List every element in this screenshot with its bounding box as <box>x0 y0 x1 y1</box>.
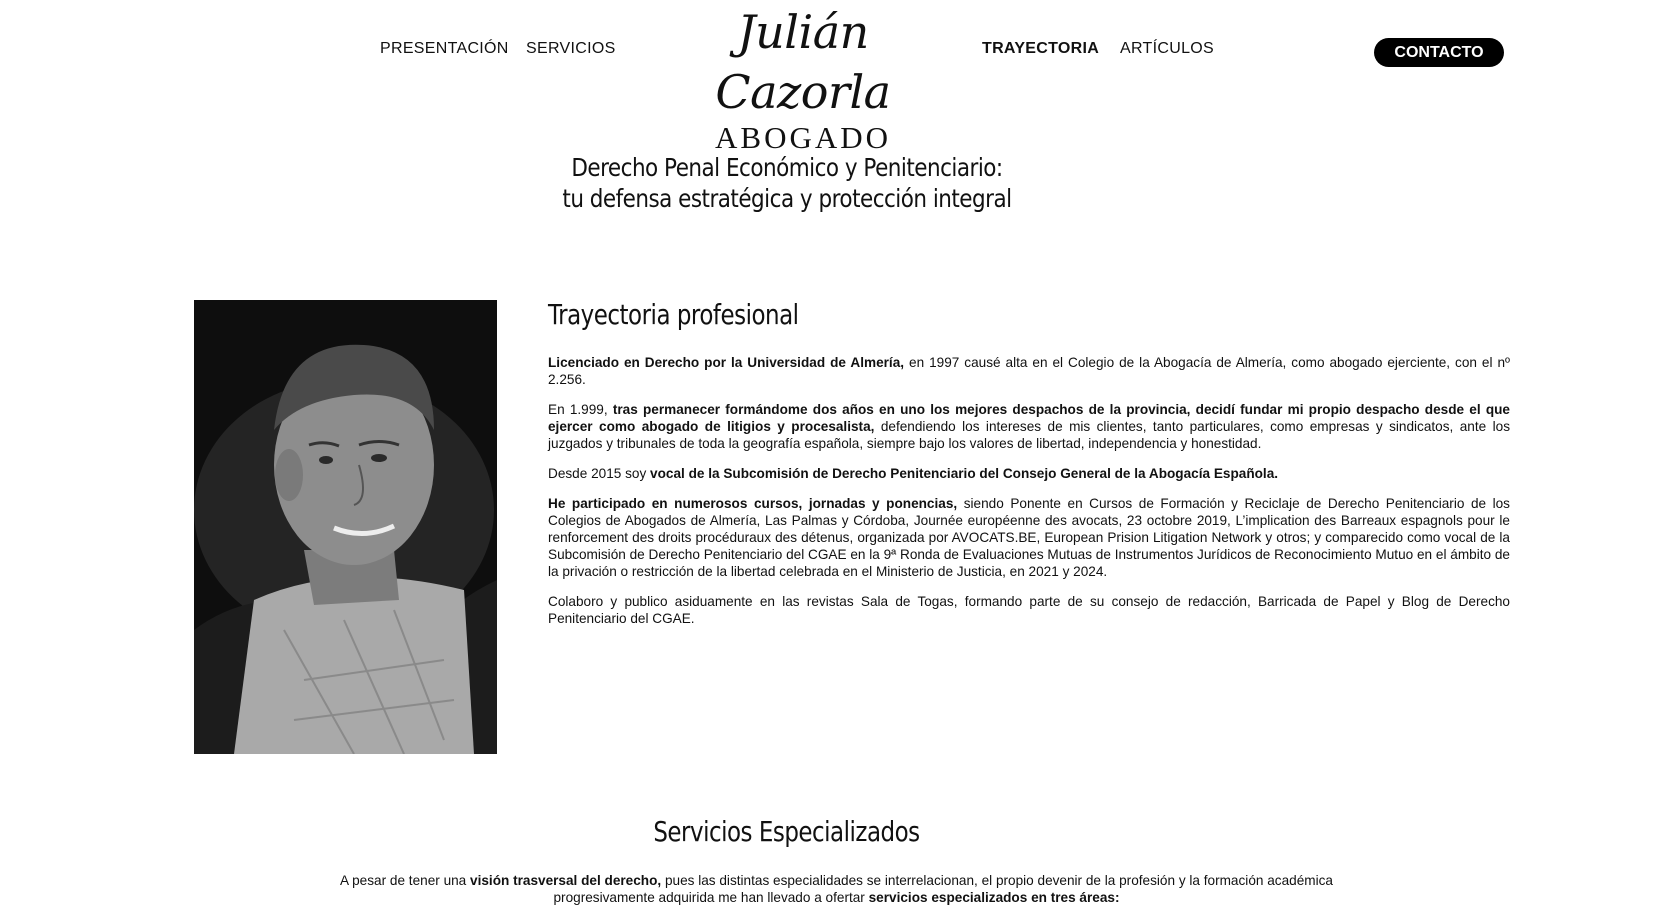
bio-paragraph-3 <box>548 465 1510 482</box>
bio-paragraph-1 <box>548 354 1510 388</box>
logo-subtitle: ABOGADO <box>715 120 891 155</box>
bio-p2-bold: tras permanecer formándome dos años en uno los mejores despachos de la provincia, decidí fundar mi propio despacho desde el que ejercer como abogado de litigios y procesalista, <box>548 402 1510 434</box>
portrait-photo <box>194 300 497 754</box>
servicios-intro-bold-2: servicios especializados en tres áreas: <box>868 890 1120 905</box>
servicios-title: Servicios Especializados <box>653 815 920 848</box>
bio-paragraph-2 <box>548 401 1510 452</box>
bio-p1-text: en 1997 causé alta en el Colegio de la Abogacía de Almería, como abogado ejerciente, con el nº 2.256. <box>548 355 1510 387</box>
bio-paragraph-4 <box>548 495 1510 580</box>
logo-name: Julián Cazorla <box>715 5 891 119</box>
hero-title <box>454 152 1120 214</box>
nav-servicios[interactable]: SERVICIOS <box>526 40 616 57</box>
nav-trayectoria[interactable]: TRAYECTORIA <box>982 40 1100 57</box>
trayectoria-text <box>548 354 1510 640</box>
nav-articulos[interactable]: ARTÍCULOS <box>1120 40 1214 57</box>
nav-presentacion[interactable]: PRESENTACIÓN <box>380 40 509 57</box>
hero-line-2: tu defensa estratégica y protección integral <box>562 184 1012 213</box>
bio-p1-bold: Licenciado en Derecho por la Universidad de Almería, <box>548 355 905 370</box>
trayectoria-title: Trayectoria profesional <box>548 298 799 331</box>
contact-button[interactable]: CONTACTO <box>1374 38 1504 67</box>
bio-p3-pre: Desde 2015 soy <box>548 466 651 481</box>
bio-p2-text: defendiendo los intereses de mis clientes, tanto particulares, como empresas y sindicatos, ante los juzgados y tribunales de toda la geografía española, siempre bajo los valores de libertad, independencia y honestidad. <box>548 419 1511 451</box>
bio-p2-pre: En 1.999, <box>548 402 613 417</box>
bio-paragraph-5: Colaboro y publico asiduamente en las revistas Sala de Togas, formando parte de su consejo de redacción, Barricada de Papel y Blog de Derecho Penitenciario del CGAE. <box>548 594 1510 626</box>
site-logo[interactable] <box>643 2 963 155</box>
bio-p3-bold: vocal de la Subcomisión de Derecho Penitenciario del Consejo General de la Abogacía Española. <box>650 466 1279 481</box>
servicios-intro-bold-1: visión trasversal del derecho, <box>470 873 662 888</box>
servicios-intro-mid: pues las distintas especialidades se interrelacionan, el propio devenir de la profesión y la formación académica progresivamente adquirida me han llevado a ofertar <box>553 873 1333 905</box>
hero-line-1: Derecho Penal Económico y Penitenciario: <box>571 153 1003 182</box>
portrait-illustration <box>194 300 497 754</box>
servicios-intro-pre: A pesar de tener una <box>340 873 471 888</box>
servicios-intro <box>300 872 1373 906</box>
bio-p4-text: siendo Ponente en Cursos de Formación y Reciclaje de Derecho Penitenciario de los Colegios de Abogados de Almería, Las Palmas y Córdoba, Journée européenne des avocats, 23 octobre 2019, L’implication des Barreaux espagnols pour le renforcement des droits procéduraux des détenus, organizada por AVOCATS.BE, European Prision Litigation Network y otros; y comparecido como vocal de la Subcomisión de Derecho Penitenciario del CGAE en la 9ª Ronda de Evaluaciones Mutuas de Instrumentos Jurídicos de Reconocimiento Mutuo en el ámbito de la privación o restricción de la libertad celebrada en el Ministerio de Justicia, en 2021 y 2024. <box>548 496 1510 579</box>
bio-p4-bold: He participado en numerosos cursos, jornadas y ponencias, <box>548 496 958 511</box>
